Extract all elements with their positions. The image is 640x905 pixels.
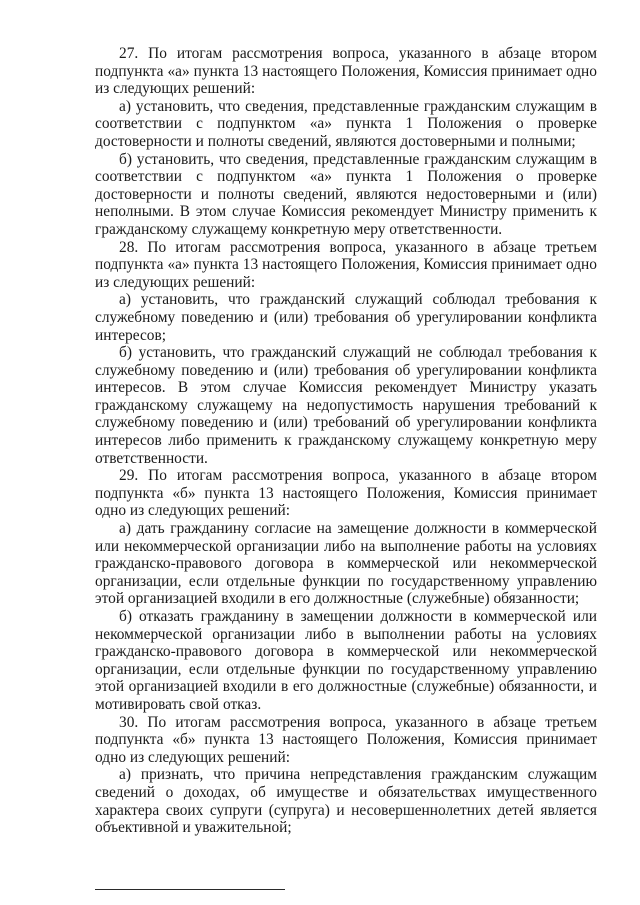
paragraph-27-a: а) установить, что сведения, представленные гражданским служащим в соответствии с подпунктом «а» пункта 1 Положения о проверке достоверности и полноты сведений, являются достоверными и полными; xyxy=(95,97,597,150)
paragraph-27-b: б) установить, что сведения, представленные гражданским служащим в соответствии с подпунктом «а» пункта 1 Положения о проверке достоверности и полноты сведений, являются недостоверными и (или) неполными. В этом случае Комиссия рекомендует Министру применить к гражданскому служащему конкретную меру ответственности. xyxy=(95,150,597,238)
paragraph-30-a: а) признать, что причина непредставления гражданским служащим сведений о доходах, об имуществе и обязательствах имущественного характера своих супруги (супруга) и несовершеннолетних детей является объективной и уважительной; xyxy=(95,766,597,837)
paragraph-30-intro: 30. По итогам рассмотрения вопроса, указанного в абзаце третьем подпункта «б» пункта 13 настоящего Положения, Комиссия принимает одно из следующих решений: xyxy=(95,713,597,766)
footnote-divider xyxy=(95,889,285,890)
paragraph-29-intro: 29. По итогам рассмотрения вопроса, указанного в абзаце втором подпункта «б» пункта 13 настоящего Положения, Комиссия принимает одно из следующих решений: xyxy=(95,467,597,520)
paragraph-29-a: а) дать гражданину согласие на замещение должности в коммерческой или некоммерческой организации либо на выполнение работы на условиях гражданско-правового договора в коммерческой или некоммерческой организации, если отдельные функции по государственному управлению этой организацией входили в его должностные (служебные) обязанности; xyxy=(95,520,597,608)
paragraph-29-b: б) отказать гражданину в замещении должности в коммерческой или некоммерческой организации либо в выполнении работы на условиях гражданско-правового договора в коммерческой или некоммерческой организации, если отдельные функции по государственному управлению этой организацией входили в его должностные (служебные) обязанности, и мотивировать свой отказ. xyxy=(95,608,597,713)
paragraph-28-a: а) установить, что гражданский служащий соблюдал требования к служебному поведению и (или) требования об урегулировании конфликта интересов; xyxy=(95,291,597,344)
paragraph-28-intro: 28. По итогам рассмотрения вопроса, указанного в абзаце третьем подпункта «а» пункта 13 настоящего Положения, Комиссия принимает одно из следующих решений: xyxy=(95,238,597,291)
document-page xyxy=(95,45,597,837)
paragraph-28-b: б) установить, что гражданский служащий не соблюдал требования к служебному поведению и (или) требования об урегулировании конфликта интересов. В этом случае Комиссия рекомендует Министру указать гражданскому служащему на недопустимость нарушения требований к служебному поведению и (или) требований об урегулировании конфликта интересов либо применить к гражданскому служащему конкретную меру ответственности. xyxy=(95,344,597,467)
paragraph-27-intro: 27. По итогам рассмотрения вопроса, указанного в абзаце втором подпункта «а» пункта 13 настоящего Положения, Комиссия принимает одно из следующих решений: xyxy=(95,45,597,98)
